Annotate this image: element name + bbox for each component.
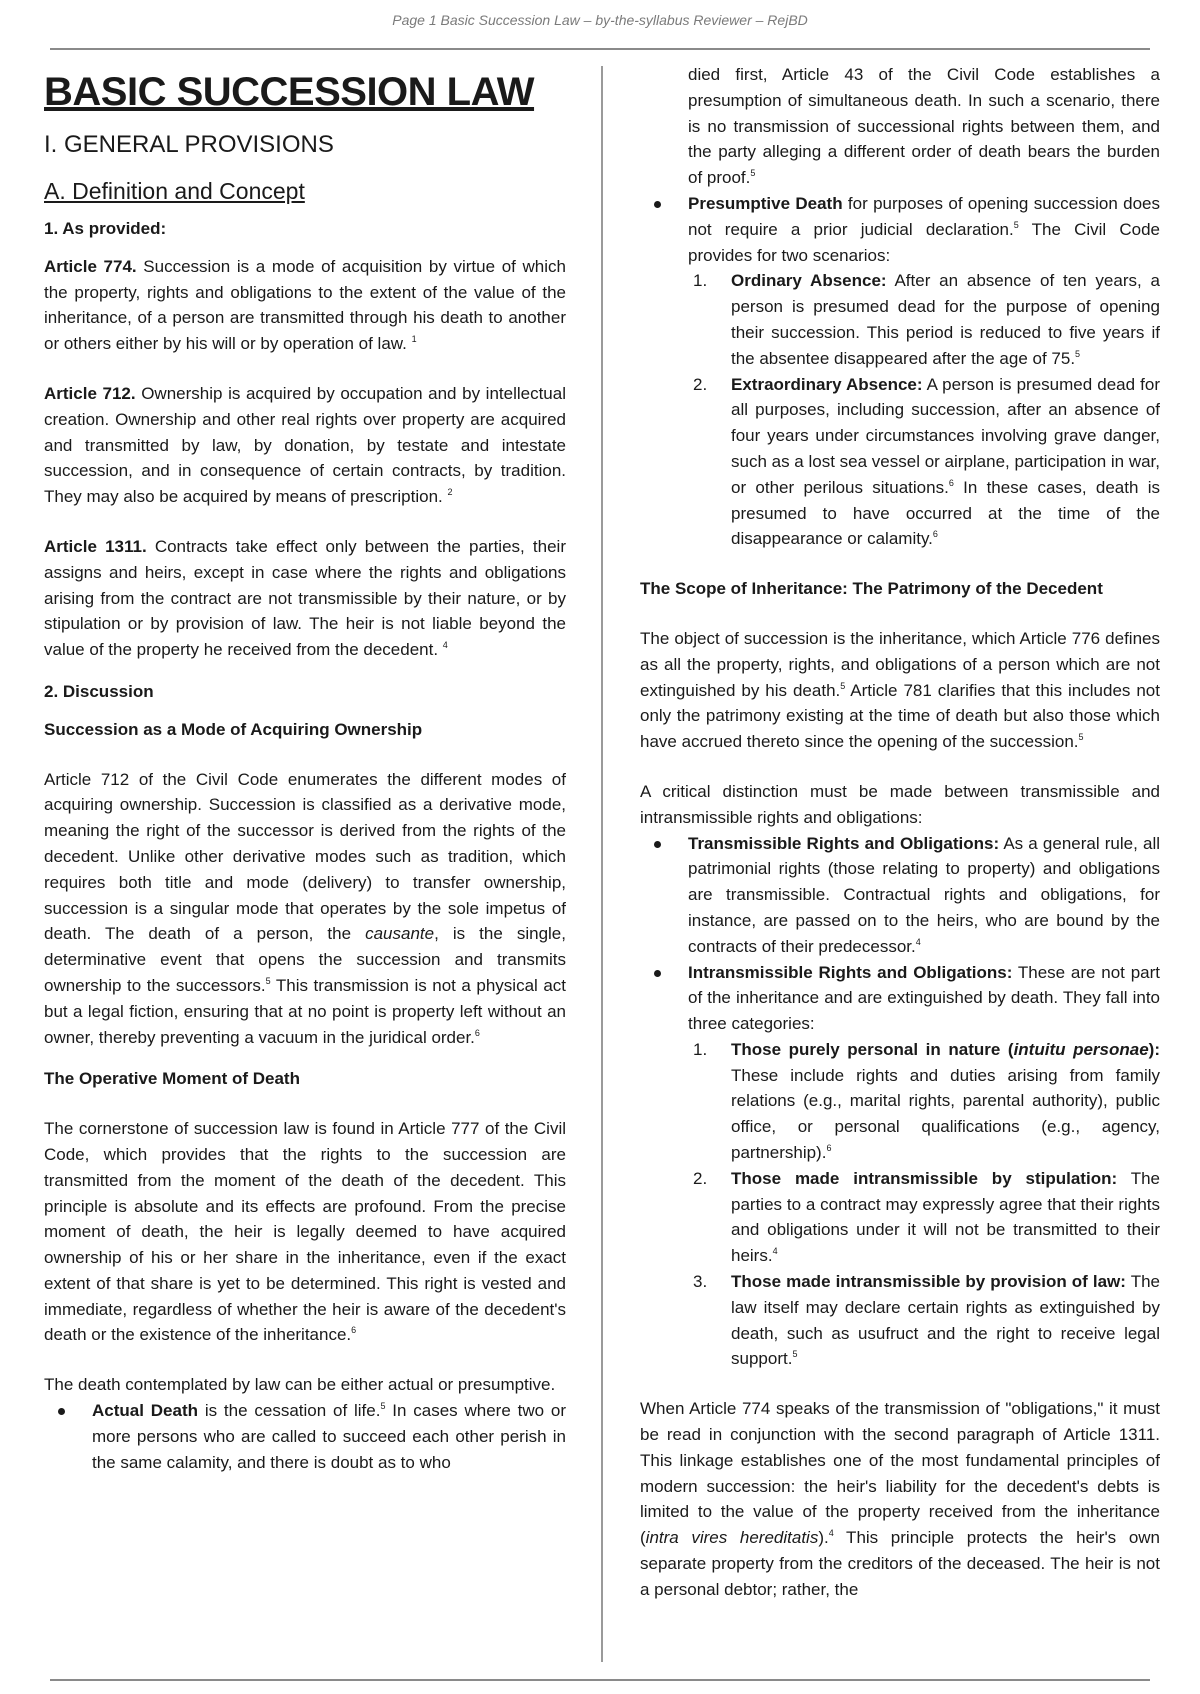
succession-text-1: Article 712 of the Civil Code enumerates the different modes of acquiring ownership. Succession is classified as a derivative mode, meaning the right of the successor is derived from the rights of the decedent. Unlike other derivative modes such as tradition, which requires both title and mode (delivery) to transfer ownership, succession is a singular mode that operates by the sole impetus of death. The death of a person, the (44, 769, 566, 944)
document-title: BASIC SUCCESSION LAW (44, 70, 535, 114)
succession-paragraph (44, 767, 566, 1051)
category-3-label: Those made intransmissible by provision of law: (731, 1272, 1126, 1292)
category-1-label-end: ): (1148, 1039, 1160, 1059)
article-774-text: Succession is a mode of acquisition by virtue of which the property, rights and obligations to the extent of the value of the inheritance, of a person are transmitted through his death to another or others either by his will or by operation of law. (44, 256, 566, 354)
list-item (640, 831, 1160, 960)
operative-moment-heading: The Operative Moment of Death (44, 1069, 300, 1089)
footnote-ref: 4 (915, 936, 921, 947)
page-header: Page 1 Basic Succession Law – by-the-syllabus Reviewer – RejBD (392, 12, 808, 28)
footnote-ref: 6 (826, 1143, 832, 1154)
scope-heading: The Scope of Inheritance: The Patrimony of the Decedent (640, 579, 1103, 599)
final-text-3: This principle protects the heir's own separate property from the creditors of the deceased. The heir is not a personal debtor; rather, the (640, 1528, 1160, 1599)
footnote-ref: 4 (442, 640, 448, 651)
presumptive-death-text-1: for purposes of opening succession does not require a prior judicial declaration. (688, 193, 1160, 239)
footnote-ref: 5 (1075, 348, 1081, 359)
article-1311-paragraph (44, 534, 566, 663)
category-3-text: The law itself may declare certain rights as extinguished by death, such as usufruct and the right to receive legal support. (731, 1272, 1160, 1369)
article-712-text: Ownership is acquired by occupation and by intellectual creation. Ownership and other real rights over property are acquired and transmitted by law, by donation, by testate and intestate succession, and in consequence of certain contracts, by tradition. They may also be acquired by means of prescription. (44, 383, 566, 507)
presumptive-list (640, 191, 1160, 552)
list-item (688, 1269, 1160, 1372)
article-774-label: Article 774. (44, 256, 137, 276)
transmissible-text: As a general rule, all patrimonial rights (those relating to property) and obligations are transmissible. Contractual rights and obligations, for instance, are passed on to the heirs, who are bound by the contracts of their predecessor. (688, 833, 1160, 956)
intransmissible-text: These are not part of the inheritance and are extinguished by death. They fall into three categories: (688, 962, 1160, 1034)
operative-text: The cornerstone of succession law is found in Article 777 of the Civil Code, which provides that the rights to the succession are transmitted from the moment of the death of the decedent. This principle is absolute and its effects are profound. From the precise moment of death, the heir is legally deemed to have acquired ownership of his or her share in the inheritance, even if the exact extent of that share is yet to be determined. This right is vested and immediate, regardless of whether the heir is aware of the decedent's death or the existence of the inheritance. (44, 1119, 566, 1345)
list-number: 2. (693, 374, 708, 394)
footnote-ref: 5 (1078, 732, 1084, 743)
footnote-ref: 5 (840, 680, 846, 691)
final-paragraph (640, 1396, 1160, 1602)
scope-text-2: Article 781 clarifies that this includes not only the patrimony existing at the time of death but also those which have accrued thereto since the opening of the succession. (640, 680, 1160, 752)
list-item (688, 268, 1160, 371)
subsection-heading: A. Definition and Concept (44, 178, 305, 204)
scope-paragraph (640, 626, 1160, 755)
category-1-label: Those purely personal in nature ( (731, 1039, 1014, 1059)
succession-heading: Succession as a Mode of Acquiring Ownership (44, 719, 423, 739)
article-774-paragraph (44, 254, 566, 357)
continued-paragraph (640, 62, 1160, 191)
causante-term: causante (365, 924, 435, 944)
ordinary-absence-text: After an absence of ten years, a person is presumed dead for the purpose of opening their succession. This period is reduced to five years if the absentee disappeared after the age of 75. (731, 271, 1160, 368)
as-provided-heading: 1. As provided: (44, 219, 167, 238)
succession-text-3: This transmission is not a physical act but a legal fiction, ensuring that at no point is property left without an owner, thereby preventing a vacuum in the juridical order. (44, 975, 566, 1047)
footnote-ref: 2 (447, 487, 453, 498)
presumptive-death-text-2: The Civil Code provides for two scenarios: (688, 219, 1160, 265)
footnote-ref: 5 (750, 168, 756, 179)
extraordinary-absence-label: Extraordinary Absence: (731, 374, 923, 394)
final-text-1: When Article 774 speaks of the transmission of "obligations," it must be read in conjunction with the second paragraph of Article 1311. This linkage establishes one of the most fundamental principles of modern succession: the heir's liability for the decedent's debts is limited to the value of the property received from the inheritance ( (640, 1399, 1160, 1548)
intuitu-personae-term: intuitu personae (1013, 1039, 1149, 1059)
actual-death-text-2: In cases where two or more persons who are called to succeed each other perish in the same calamity, and there is doubt as to who (92, 1401, 566, 1472)
rights-list (640, 831, 1160, 1373)
operative-paragraph (44, 1116, 566, 1348)
actual-death-label: Actual Death (92, 1401, 199, 1421)
succession-text-2: , is the single, determinative event that opens the succession and transmits ownership to the successors. (44, 924, 566, 995)
extraordinary-absence-text-1: A person is presumed dead for all purposes, including succession, after an absence of four years under circumstances involving grave danger, such as a lost sea vessel or airplane, participation in war, or other perilous situations. (731, 374, 1161, 497)
article-712-label: Article 712. (44, 383, 136, 403)
left-column (44, 62, 566, 1475)
scope-text-1: The object of succession is the inheritance, which Article 776 defines as all the property, rights, and obligations of a person which are not extinguished by his death. (640, 628, 1160, 700)
transmissible-label: Transmissible Rights and Obligations: (688, 833, 1000, 853)
section-heading: I. GENERAL PROVISIONS (44, 131, 334, 158)
category-1-text: These include rights and duties arising from family relations (e.g., marital rights, parental authority), public office, or personal qualifications (e.g., agency, partnership). (731, 1065, 1160, 1163)
list-number: 2. (693, 1168, 708, 1188)
categories-list (688, 1037, 1160, 1372)
footnote-ref: 5 (265, 975, 271, 986)
footnote-ref: 5 (1013, 219, 1019, 230)
footnote-ref: 4 (772, 1246, 778, 1257)
list-item (688, 1166, 1160, 1269)
extraordinary-absence-text-2: In these cases, death is presumed to have occurred at the time of the disappearance or calamity. (731, 477, 1160, 549)
list-item (688, 372, 1160, 553)
category-2-text: The parties to a contract may expressly agree that their rights and obligations under it will not be transmitted to their heirs. (731, 1168, 1161, 1266)
footnote-ref: 1 (411, 334, 417, 345)
discussion-heading: 2. Discussion (44, 681, 154, 701)
presumptive-death-label: Presumptive Death (688, 193, 843, 213)
ordinary-absence-label: Ordinary Absence: (731, 271, 887, 291)
footnote-ref: 5 (792, 1349, 798, 1360)
right-column (640, 62, 1160, 1603)
intra-vires-term: intra vires hereditatis (645, 1528, 819, 1548)
footnote-ref: 6 (474, 1027, 480, 1038)
list-number: 1. (693, 271, 708, 291)
footer-rule (50, 1679, 1150, 1681)
article-1311-text: Contracts take effect only between the parties, their assigns and heirs, except in case where the rights and obligations arising from the contract are not transmissible by their nature, or by stipulation or by provision of law. The heir is not liable beyond the value of the property he received from the decedent. (44, 536, 566, 660)
article-1311-label: Article 1311. (44, 536, 147, 556)
list-number: 3. (693, 1272, 708, 1292)
column-divider (601, 66, 603, 1662)
list-number: 1. (693, 1039, 708, 1059)
absence-list (688, 268, 1160, 552)
list-item (44, 1398, 566, 1475)
death-types-list (44, 1398, 566, 1475)
footnote-ref: 6 (351, 1325, 357, 1336)
list-item (640, 191, 1160, 552)
footnote-ref: 5 (380, 1401, 386, 1412)
intransmissible-label: Intransmissible Rights and Obligations: (688, 962, 1013, 982)
final-text-2: ). (818, 1528, 829, 1548)
article-712-paragraph (44, 381, 566, 510)
list-item (688, 1037, 1160, 1166)
header-rule (50, 48, 1150, 50)
continued-text: died first, Article 43 of the Civil Code establishes a presumption of simultaneous death. In such a scenario, there is no transmission of successional rights between them, and the party alleging a different order of death bears the burden of proof. (688, 65, 1160, 188)
contemplated-paragraph: The death contemplated by law can be either actual or presumptive. (44, 1375, 556, 1395)
footnote-ref: 6 (948, 477, 954, 488)
distinction-paragraph: A critical distinction must be made between transmissible and intransmissible rights and obligations: (640, 781, 1160, 827)
footnote-ref: 4 (828, 1528, 834, 1539)
list-item (640, 960, 1160, 1373)
footnote-ref: 6 (932, 529, 938, 540)
actual-death-text-1: is the cessation of life. (198, 1401, 381, 1421)
category-2-label: Those made intransmissible by stipulation: (731, 1168, 1118, 1188)
